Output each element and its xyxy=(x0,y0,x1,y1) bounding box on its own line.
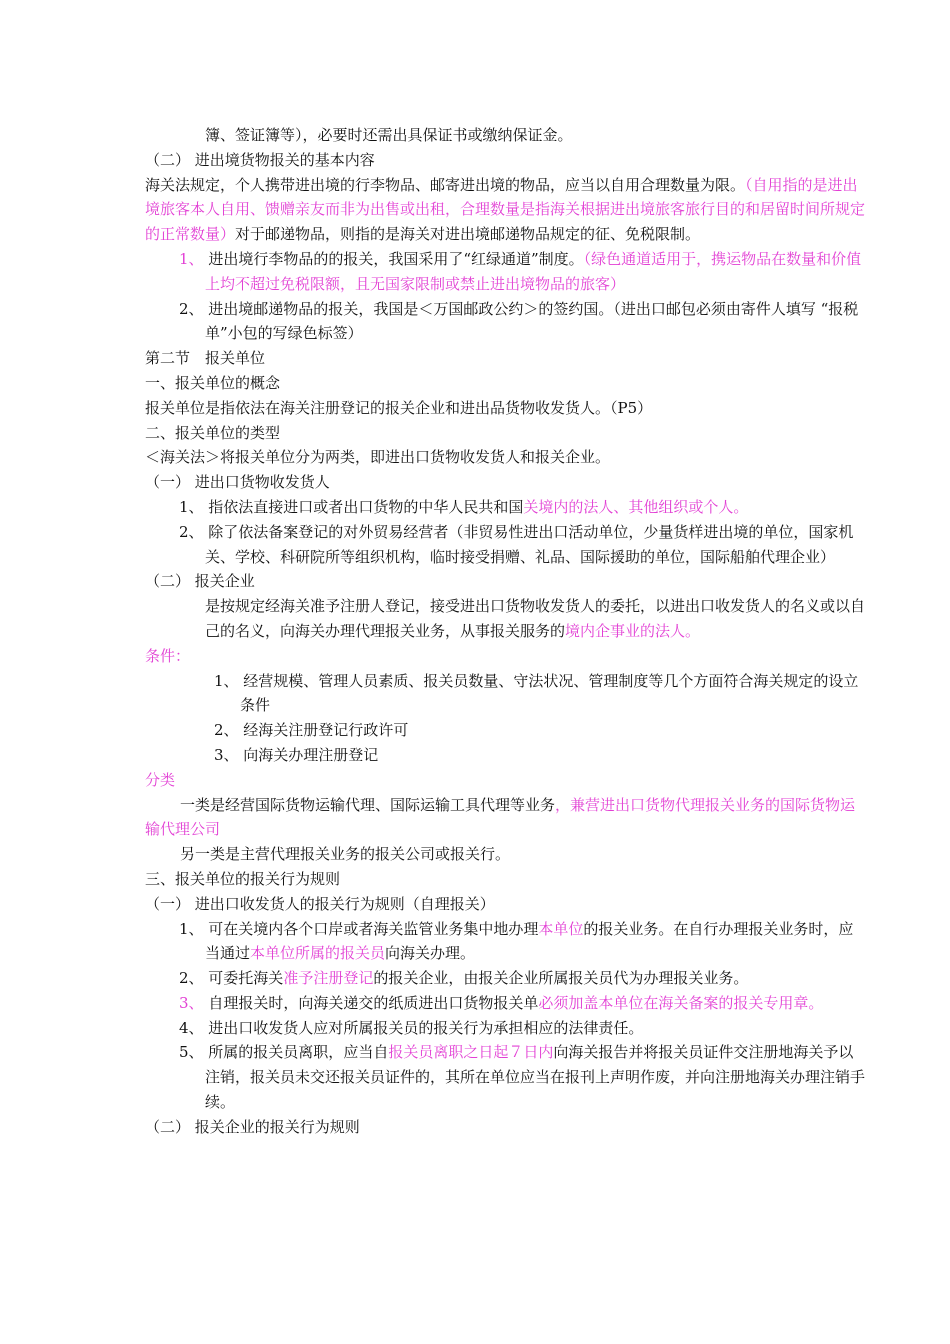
subsection-heading: （二） 进出境货物报关的基本内容 xyxy=(145,150,375,169)
paragraph xyxy=(145,173,865,247)
subsection-heading: （二） 报关企业 xyxy=(145,572,255,591)
text-line: 簿、签证簿等），必要时还需出具保证书或缴纳保证金。 xyxy=(205,126,573,144)
highlight-span: 本单位 xyxy=(538,919,584,938)
list-item xyxy=(145,966,865,991)
text-span: 向海关办理。 xyxy=(385,944,476,963)
text-span: 对于邮递物品，则指的是海关对进出境邮递物品规定的征、免税限制。 xyxy=(235,225,701,244)
subsection-heading: （二） 报关企业的报关行为规则 xyxy=(145,1117,360,1136)
list-number: 1、 xyxy=(179,249,204,268)
list-item: 2、 进出境邮递物品的报关，我国是＜万国邮政公约＞的签约国。（进出口邮包必须由寄件人填写 “报税单”小包的写绿色标签） xyxy=(179,299,859,343)
highlight-span: 境内企事业的法人。 xyxy=(565,621,701,640)
text-span: 是按规定经海关准予注册人登记，接受进出口货物收发货人的委托，以进出口收发货人的名义或以自己的名义，向海关办理代理报关业务，从事报关服务的 xyxy=(205,597,866,640)
highlight-span: 关境内的法人、其他组织或个人。 xyxy=(523,497,749,516)
subsection-heading: （一） 进出口货物收发货人 xyxy=(145,473,330,492)
paragraph xyxy=(145,793,865,843)
text-span: 2、 可委托海关 xyxy=(179,969,284,988)
paragraph: ＜海关法＞将报关单位分为两类，即进出口货物收发货人和报关企业。 xyxy=(145,448,611,467)
subsection-heading: 二、报关单位的类型 xyxy=(145,423,281,442)
text-span: 1、 可在关境内各个口岸或者海关监管业务集中地办理 xyxy=(179,919,539,938)
list-item: 3、 向海关办理注册登记 xyxy=(214,745,379,764)
text-span: 5、 所属的报关员离职，应当自 xyxy=(179,1043,389,1062)
text-span: 海关法规定，个人携带进出境的行李物品、邮寄进出境的物品，应当以自用合理数量为限。 xyxy=(145,175,746,194)
text-span: 进出境行李物品的的报关，我国采用了“红绿通道”制度。 xyxy=(208,249,584,268)
text-span: 1、 指依法直接进口或者出口货物的中华人民共和国 xyxy=(179,497,524,516)
highlight-span: （绿色通道适用于，携运物品在数量和价值上均不超过免税限额，且无国家限制或禁止进出境物品的旅客） xyxy=(205,249,862,293)
label-conditions: 条件： xyxy=(145,646,191,665)
subsection-heading: （一） 进出口收发货人的报关行为规则（自理报关） xyxy=(145,894,495,913)
subsection-heading: 一、报关单位的概念 xyxy=(145,373,281,392)
highlight-span: 准予注册登记 xyxy=(283,969,374,988)
list-number: 3、 xyxy=(179,993,204,1012)
list-item: 2、 经海关注册登记行政许可 xyxy=(214,721,409,740)
paragraph xyxy=(145,594,865,644)
list-item: 4、 进出口收发货人应对所属报关员的报关行为承担相应的法律责任。 xyxy=(179,1018,644,1037)
list-item: 2、 除了依法备案登记的对外贸易经营者（非贸易性进出口活动单位，少量货样进出境的单位，国家机关、学校、科研院所等组织机构，临时接受捐赠、礼品、国际援助的单位，国际船舶代理企业） xyxy=(179,522,854,566)
document-body xyxy=(145,123,865,1140)
list-item xyxy=(145,991,865,1016)
highlight-span: ，兼营进出口货物代理报关业务的国际货物运输代理公司 xyxy=(145,795,856,839)
subsection-heading: 三、报关单位的报关行为规则 xyxy=(145,869,341,888)
text-span: 的报关企业，由报关企业所属报关员代为办理报关业务。 xyxy=(373,969,749,988)
list-item xyxy=(145,495,865,520)
text-span: 的报关业务。在自行办理报关业务时，应当通过 xyxy=(205,919,854,963)
paragraph: 报关单位是指依法在海关注册登记的报关企业和进出品货物收发货人。（P5） xyxy=(145,398,653,417)
text-span: 自理报关时，向海关递交的纸质进出口货物报关单 xyxy=(208,993,539,1012)
highlight-span: 本单位所属的报关员 xyxy=(250,944,386,963)
highlight-span: （自用指的是进出境旅客本人自用、馈赠亲友而非为出售或出租，合理数量是指海关根据进出境旅客旅行目的和居留时间所规定的正常数量） xyxy=(145,175,866,244)
paragraph: 另一类是主营代理报关业务的报关公司或报关行。 xyxy=(180,845,511,864)
list-item xyxy=(145,247,865,297)
text-span: 一类是经营国际货物运输代理、国际运输工具代理等业务 xyxy=(180,795,556,814)
highlight-span: 必须加盖本单位在海关备案的报关专用章。 xyxy=(538,993,824,1012)
list-item xyxy=(145,1040,865,1114)
list-item xyxy=(145,917,865,967)
section-heading: 第二节 报关单位 xyxy=(145,349,266,368)
text-span: 向海关报告并将报关员证件交注册地海关予以注销，报关员未交还报关员证件的，其所在单位应当在报刊上声明作废，并向注册地海关办理注销手续。 xyxy=(205,1043,866,1112)
highlight-span: 报关员离职之日起７日内 xyxy=(388,1043,554,1062)
list-item: 1、 经营规模、管理人员素质、报关员数量、守法状况、管理制度等几个方面符合海关规定的设立条件 xyxy=(214,671,859,715)
label-classification: 分类 xyxy=(145,770,176,789)
